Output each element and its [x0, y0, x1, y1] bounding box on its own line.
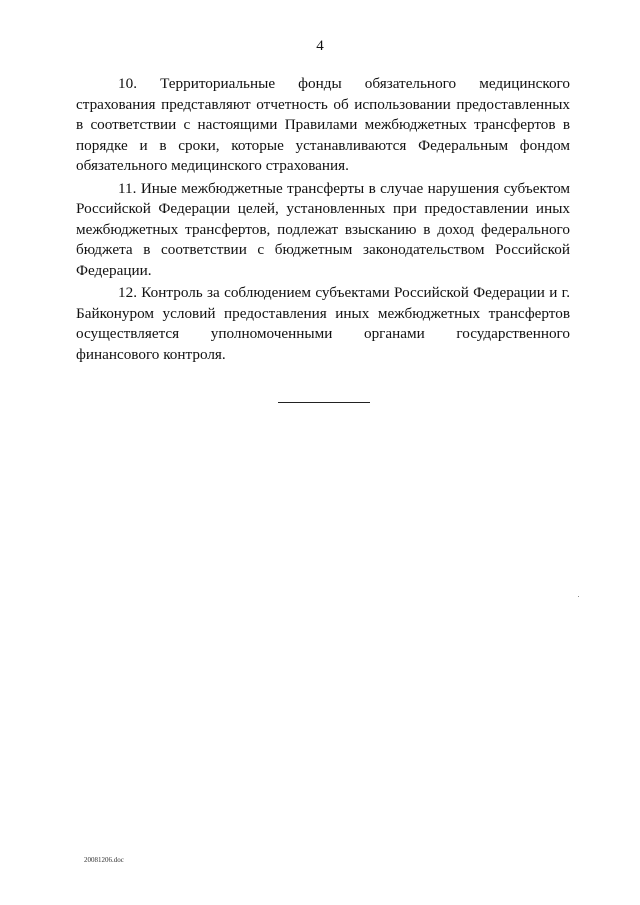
paragraph-12: 12. Контроль за соблюдением субъектами Российской Федерации и г. Байконуром условий предоставления иных межбюджетных трансфертов осуществляется уполномоченными органами государственного финансового контроля.: [76, 284, 570, 363]
page-number: 4: [316, 38, 324, 54]
document-body: [76, 74, 570, 367]
paragraph-11: 11. Иные межбюджетные трансферты в случае нарушения субъектом Российской Федерации целей, установленных при предоставлении иных межбюджетных трансфертов, подлежат взысканию в доход федерального бюджета в соответствии с бюджетным законодательством Российской Федерации.: [76, 179, 570, 279]
footer-file-code: 20081206.doc: [84, 856, 124, 864]
paragraph-10: 10. Территориальные фонды обязательного медицинского страхования представляют отчетность об использовании предоставленных в соответствии с настоящими Правилами межбюджетных трансфертов в порядке и в сроки, которые устанавливаются Федеральным фондом обязательного медицинского страхования.: [76, 75, 570, 174]
end-separator-line: [278, 402, 370, 403]
scan-speck: [578, 596, 579, 597]
